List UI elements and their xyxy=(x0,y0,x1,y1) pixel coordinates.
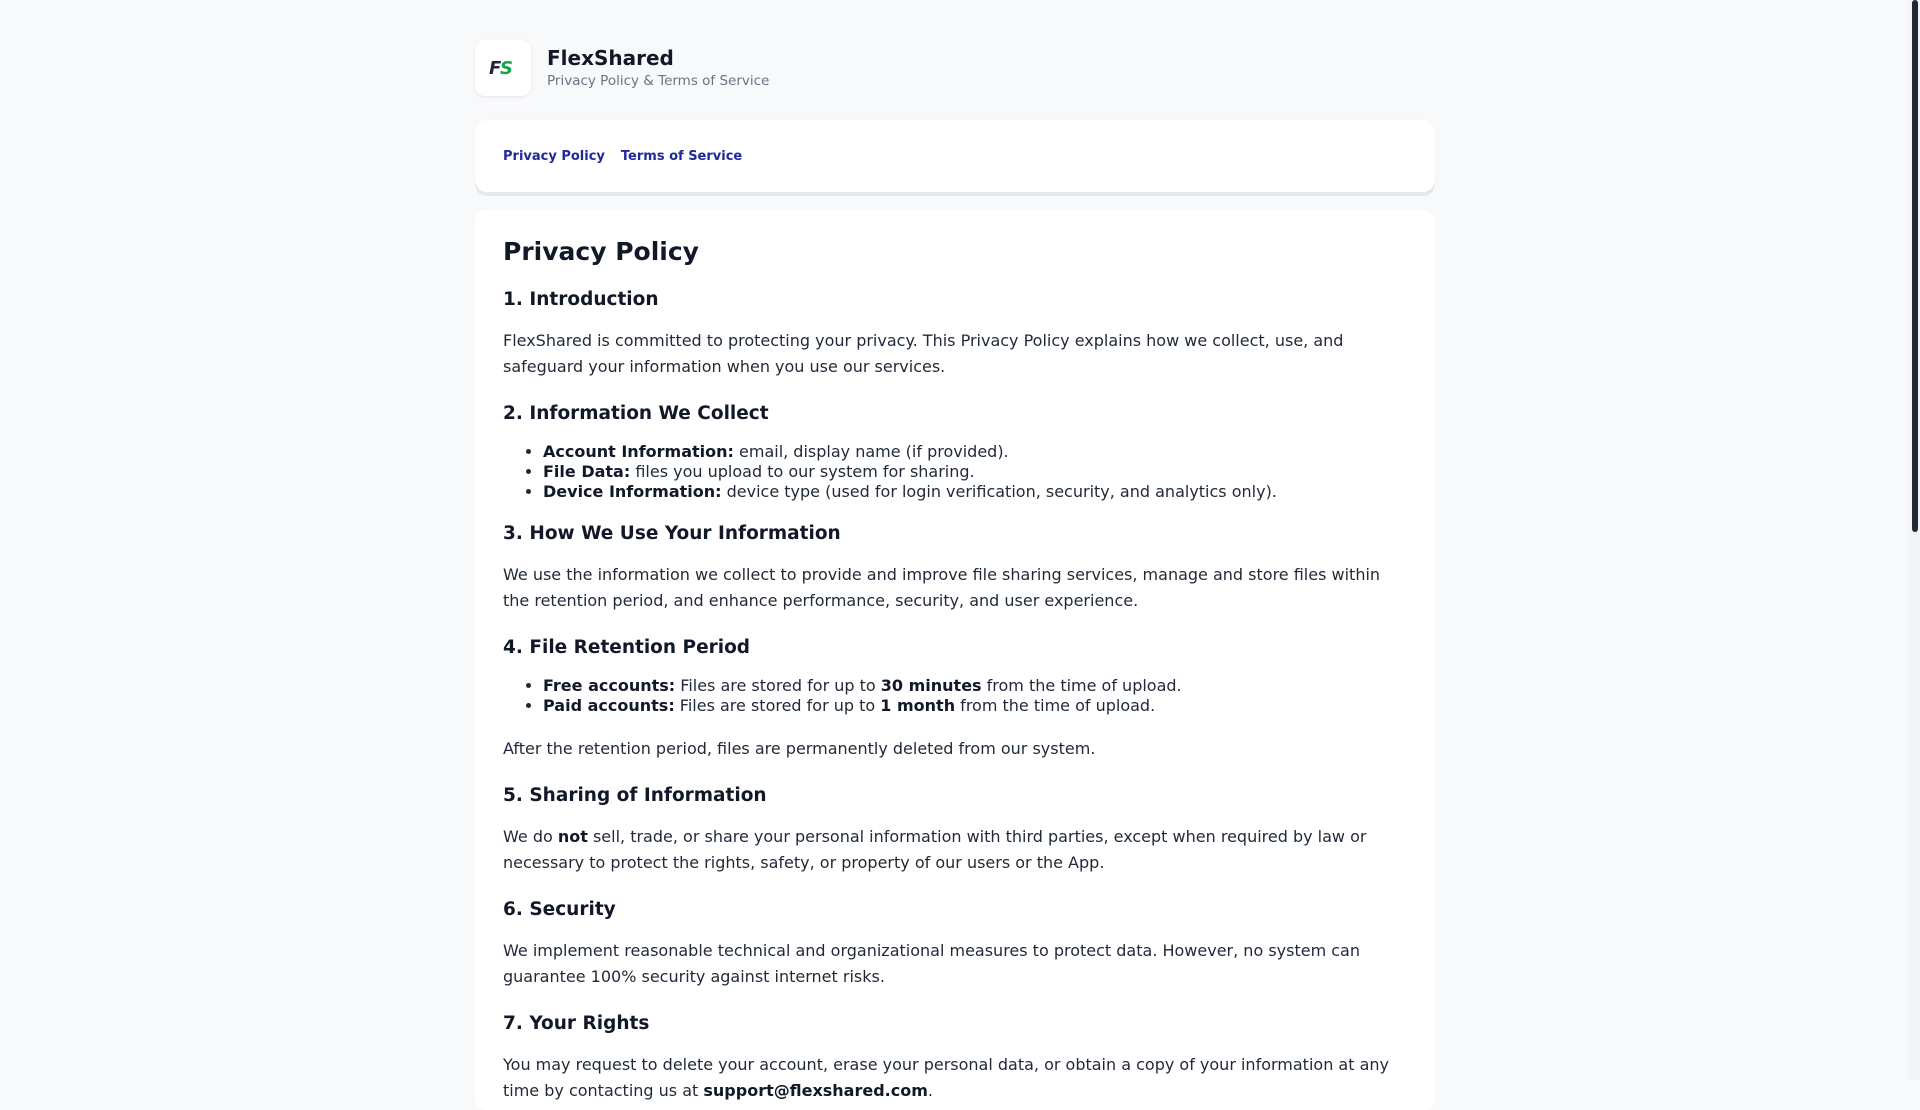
scrollbar-thumb[interactable] xyxy=(1912,0,1918,532)
svg-text:F: F xyxy=(489,58,502,79)
section-text: FlexShared is committed to protecting your privacy. This Privacy Policy explains how we collect, use, and safeguard your information when you use our services. xyxy=(503,331,1344,376)
section-heading: 3. How We Use Your Information xyxy=(503,523,841,544)
list-item xyxy=(543,676,1407,696)
text-fragment: sell, trade, or share your personal information with third parties, except when required by law or necessary to protect the rights, safety, or property of our users or the App. xyxy=(503,827,1367,872)
emphasis-text: not xyxy=(557,827,588,846)
header xyxy=(475,40,1435,96)
text-fragment: . xyxy=(927,1081,933,1100)
list-item-text: email, display name (if provided). xyxy=(733,442,1009,461)
section-heading: 1. Introduction xyxy=(503,289,659,310)
nav-terms-of-service[interactable]: Terms of Service xyxy=(620,148,743,164)
list-item-label: Paid accounts: xyxy=(543,696,675,715)
section-text xyxy=(503,1052,1407,1104)
section-text xyxy=(503,824,1407,876)
list-item-text: files you upload to our system for sharing. xyxy=(630,462,975,481)
policy-content xyxy=(475,210,1435,1110)
list-item-text: from the time of upload. xyxy=(955,696,1156,715)
list-item xyxy=(543,482,1407,502)
list-item xyxy=(543,442,1407,462)
logo xyxy=(475,40,531,96)
retention-duration: 30 minutes xyxy=(880,676,982,695)
section-heading: 2. Information We Collect xyxy=(503,403,769,424)
section-heading: 4. File Retention Period xyxy=(503,637,751,658)
info-list xyxy=(503,442,1407,502)
nav-privacy-policy[interactable]: Privacy Policy xyxy=(503,148,605,164)
scrollbar-track[interactable] xyxy=(1908,0,1920,1080)
list-item-text: Files are stored for up to xyxy=(675,676,881,695)
section-heading: 7. Your Rights xyxy=(503,1013,650,1034)
main-container xyxy=(475,40,1435,1110)
list-item-label: Device Information: xyxy=(543,482,722,501)
page-title: Privacy Policy xyxy=(503,237,699,266)
brand-text xyxy=(547,46,769,90)
retention-duration: 1 month xyxy=(880,696,956,715)
section-heading: 5. Sharing of Information xyxy=(503,785,767,806)
list-item xyxy=(543,462,1407,482)
section-text: We use the information we collect to provide and improve file sharing services, manage and store files within the retention period, and enhance performance, security, and user experience. xyxy=(503,565,1381,610)
section-text: We implement reasonable technical and organizational measures to protect data. However, no system can guarantee 100% security against internet risks. xyxy=(503,941,1360,986)
flexshared-logo-icon xyxy=(488,57,518,79)
retention-list xyxy=(503,676,1407,716)
nav-bar xyxy=(475,120,1435,192)
brand-name: FlexShared xyxy=(547,46,674,70)
list-item-label: Account Information: xyxy=(543,442,734,461)
support-email: support@flexshared.com xyxy=(703,1081,928,1100)
svg-text:S: S xyxy=(500,58,513,79)
list-item-label: Free accounts: xyxy=(543,676,676,695)
list-item xyxy=(543,696,1407,716)
section-text: After the retention period, files are permanently deleted from our system. xyxy=(503,739,1096,758)
section-heading: 6. Security xyxy=(503,899,616,920)
text-fragment: You may request to delete your account, erase your personal data, or obtain a copy of your information at any time by contacting us at xyxy=(503,1055,1389,1100)
text-fragment: We do xyxy=(503,827,558,846)
list-item-text: device type (used for login verification, security, and analytics only). xyxy=(721,482,1277,501)
list-item-text: from the time of upload. xyxy=(981,676,1182,695)
brand-subtitle: Privacy Policy & Terms of Service xyxy=(547,73,770,89)
list-item-text: Files are stored for up to xyxy=(674,696,881,715)
list-item-label: File Data: xyxy=(543,462,631,481)
